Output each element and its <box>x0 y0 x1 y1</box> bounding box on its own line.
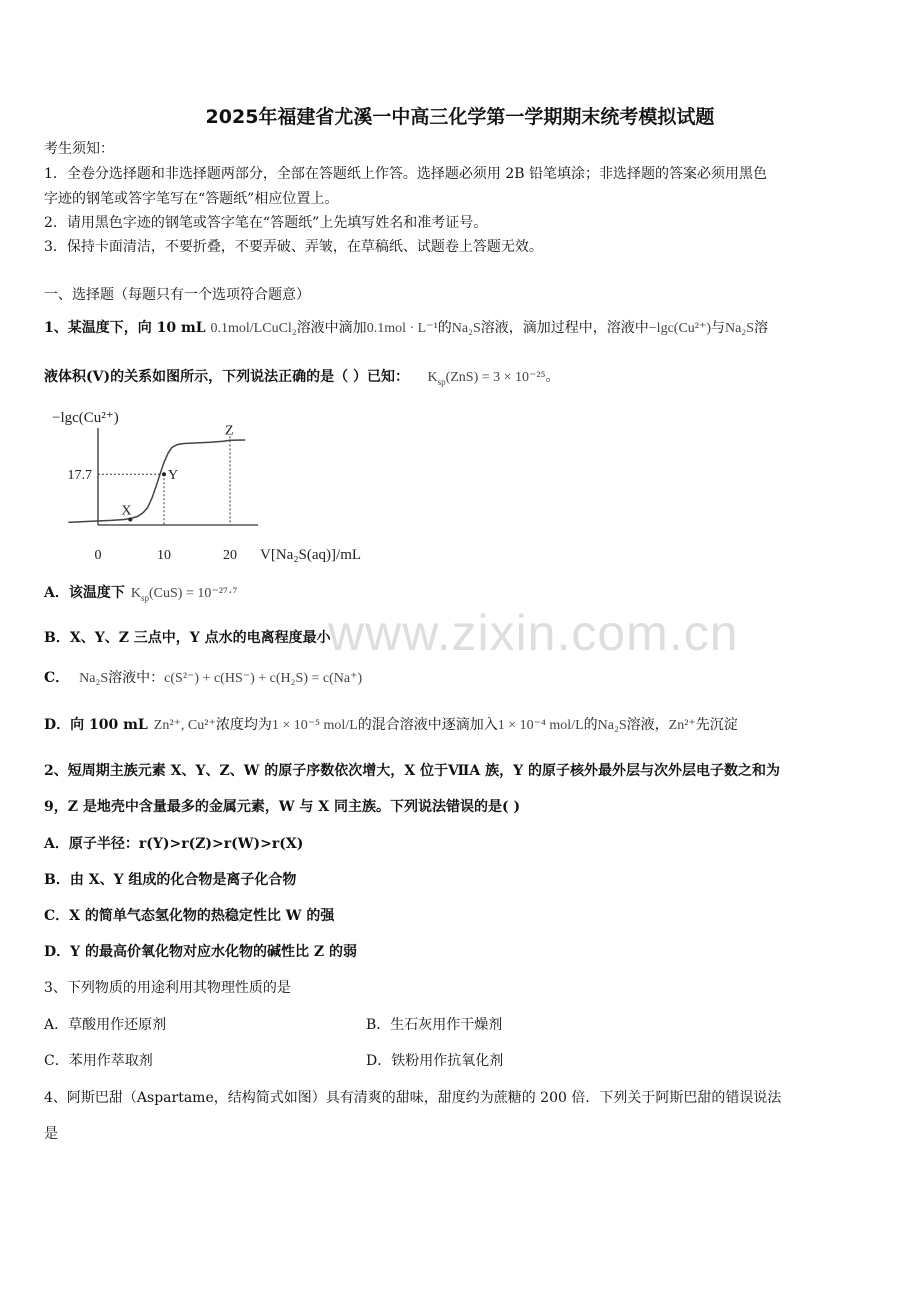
q3-option-a[interactable]: A．草酸用作还原剂 <box>44 1017 167 1033</box>
option-label: C． <box>44 670 70 686</box>
option-text: 的 <box>583 717 598 733</box>
q2-option-c[interactable]: C．X 的简单气态氢化物的热稳定性比 W 的强 <box>44 908 335 924</box>
notice-line: 2．请用黑色字迹的钢笔或答字笔在“答题纸”上先填写姓名和准考证号。 <box>44 215 488 231</box>
q1-option-a[interactable] <box>44 582 237 603</box>
formula: $K_{sp}(CuS) = 10^{-27}\cdot^7$ <box>130 586 238 603</box>
formula: Zn²⁺, Cu²⁺ <box>153 718 216 733</box>
formula: −lgc(Cu²⁺) <box>648 321 712 336</box>
q1-text: 与 <box>711 320 726 336</box>
x-tick-label: 20 <box>223 548 237 563</box>
q1-text: 液体积(V)的关系如图所示，下列说法正确的是（ ）已知： <box>44 369 409 385</box>
formula: Na₂S <box>725 321 755 336</box>
point-label: Y <box>168 468 179 484</box>
titration-curve <box>68 440 245 522</box>
option-text: 的混合溶液中逐滴加入 <box>357 717 498 733</box>
notice-line: 3．保持卡面清洁，不要折叠，不要弄破、弄皱，在草稿纸、试题卷上答题无效。 <box>44 239 543 255</box>
q2-option-b[interactable]: B．由 X、Y 组成的化合物是离子化合物 <box>44 872 297 888</box>
x-tick-label: 0 <box>94 548 102 563</box>
q1-text: 溶液中滴加 <box>296 320 367 336</box>
formula: 1 × 10⁻⁴ mol/L <box>497 718 584 733</box>
formula: c(S²⁻) + c(HS⁻) + c(H₂S) = c(Na⁺) <box>164 671 363 686</box>
formula: 0.1mol/LCuCl₂ <box>210 321 297 336</box>
q1-text: 1、某温度下，向 10 mL <box>44 320 211 336</box>
x-tick-label: 10 <box>157 548 171 563</box>
point-y <box>162 472 166 476</box>
option-text: 溶液中： <box>108 670 165 686</box>
option-label: D．向 100 mL <box>44 717 148 733</box>
point-label: Z <box>225 423 234 439</box>
q3-stem: 3、下列物质的用途利用其物理性质的是 <box>44 980 291 996</box>
notice-line: 1．全卷分选择题和非选择题两部分，全部在答题纸上作答。选择题必须用 2B 铅笔填涂；非选择题的答案必须用黑色 <box>44 166 767 182</box>
q1-option-c[interactable] <box>44 667 362 687</box>
formula: Na₂S <box>597 718 627 733</box>
option-text: 先沉淀 <box>695 717 738 733</box>
q1-text: 。 <box>545 369 560 385</box>
q1-text: 的 <box>437 320 452 336</box>
q2-option-a[interactable]: A．原子半径：r(Y)>r(Z)>r(W)>r(X) <box>44 836 304 852</box>
y-axis-label: −lgc(Cu²⁺) <box>52 410 119 426</box>
q3-option-d[interactable]: D．铁粉用作抗氧化剂 <box>366 1053 504 1069</box>
q1-option-b[interactable]: B．X、Y、Z 三点中，Y 点水的电离程度最小 <box>44 630 331 646</box>
notice-heading: 考生须知： <box>44 141 114 157</box>
q4-stem-line2: 是 <box>44 1126 58 1142</box>
formula: Zn²⁺ <box>668 718 696 733</box>
formula: 0.1mol · L⁻¹ <box>366 321 438 336</box>
section-heading: 一、选择题（每题只有一个选项符合题意） <box>44 287 310 303</box>
q2-option-d[interactable]: D．Y 的最高价氧化物对应水化物的碱性比 Z 的弱 <box>44 944 357 960</box>
page-title: 2025年福建省尤溪一中高三化学第一学期期末统考模拟试题 <box>205 106 715 128</box>
q1-stem-line2 <box>44 366 560 387</box>
q1-stem-line1 <box>44 317 768 337</box>
q2-stem-line1: 2、短周期主族元素 X、Y、Z、W 的原子序数依次增大，X 位于ⅦA 族，Y 的原子核外最外层与次外层电子数之和为 <box>44 763 780 779</box>
formula: $K_{sp}(ZnS) = 3 \times 10^{-25}$ <box>427 370 546 387</box>
q1-text: 溶液，滴加过程中，溶液中 <box>480 320 649 336</box>
option-text: 浓度均为 <box>215 717 272 733</box>
option-text: 溶液， <box>626 717 669 733</box>
q1-text: 溶 <box>754 320 769 336</box>
y-tick-label: 17.7 <box>67 468 92 484</box>
q3-option-c[interactable]: C．苯用作萃取剂 <box>44 1053 153 1069</box>
formula: Na₂S <box>79 671 109 686</box>
formula: Na₂S <box>451 321 481 336</box>
point-label: X <box>121 503 132 519</box>
watermark: www.zixin.com.cn <box>328 605 739 661</box>
notice-line: 字迹的钢笔或答字笔写在“答题纸”相应位置上。 <box>44 191 339 207</box>
titration-chart <box>44 402 404 572</box>
q4-stem-line1: 4、阿斯巴甜（Aspartame，结构简式如图）具有清爽的甜味，甜度约为蔗糖的 200 倍．下列关于阿斯巴甜的错误说法 <box>44 1090 782 1106</box>
q1-option-d[interactable] <box>44 714 738 734</box>
x-axis-label: V[Na₂S(aq)]/mL <box>260 547 362 563</box>
q3-option-b[interactable]: B．生石灰用作干燥剂 <box>366 1017 503 1033</box>
option-label: A．该温度下 <box>44 585 125 601</box>
formula: 1 × 10⁻⁵ mol/L <box>271 718 358 733</box>
q2-stem-line2: 9，Z 是地壳中含量最多的金属元素，W 与 X 同主族。下列说法错误的是( ) <box>44 799 521 815</box>
